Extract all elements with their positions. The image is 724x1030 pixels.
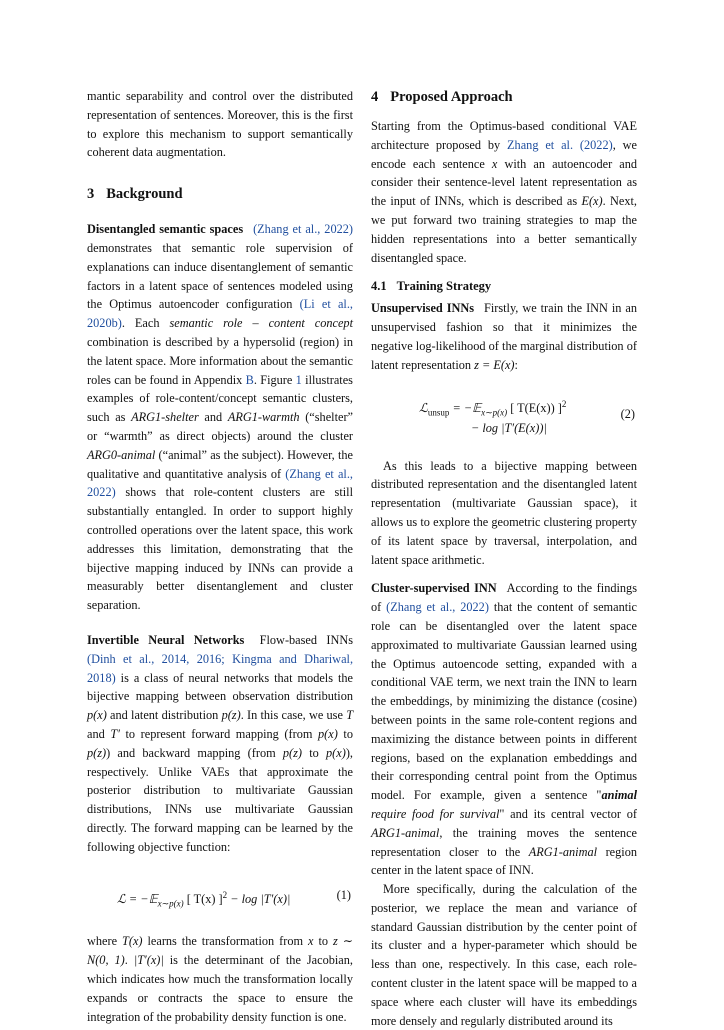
equation-2: ℒ$_{unsup}$ = −𝔼$_{x\sim p(x)}$ [ T(E(x)) ]$^2$ − log |T′(E(x))| (2) [419,398,635,435]
section-3-title: 3 Background [87,186,183,203]
paragraph-after-equation-2: As this leads to a bijective mapping between distributed representation and the disentangled latent representation (multivariate Gaussian space), it allows us to explore the geometric clustering property of its latent space by traversal, interpolation, and latent space arithmetic. [371,458,637,567]
right-column [371,87,637,1030]
equation-1: ℒ = −𝔼$_{x\sim p(x)}$ [ T(x) ]$^2$ − log |T′(x)| (1) [117,888,351,910]
citation-link[interactable]: (Dinh et al., 2014, 2016; [87,651,225,666]
paragraph-heading: Invertible Neural Networks [87,632,245,647]
paragraph-heading: Disentangled semantic spaces [87,222,244,237]
citation-link[interactable]: (Zhang et al., 2022) [253,222,353,237]
subsection-4-1-title: 4.1 Training Strategy [371,279,492,294]
paragraph-cluster-supervised-inn: Cluster-supervised INN According to the findings of (Zhang et al., 2022) that the content of semantic role can be disentangled over the latent space approximated to multivariate Gaussian learned using the Optimus autoencode setting, expanded with a conditional VAE term, we next train the INN to learn the embeddings, by minimizing the distance (cosine) between points in the same role-content regions and maximizing the distance between points in different regions, based on the explanation embeddings and their corresponding central point from the Optimus model. For example, given a sentence "animal require food for survival" and its central vector of ARG1-animal, the training moves the sentence representation closer to the ARG1-animal region center in the latent space of INN. [371,581,638,878]
paragraph-unsupervised-inns: Unsupervised INNs Firstly, we train the INN in an unsupervised fashion so that it minimizes the negative log-likelihood of the marginal distribution of latent representation z = E(x): [371,301,637,372]
intro-continuation: mantic separability and control over the distributed representation of sentences. Moreover, this is the first to explore this mechanism to support semantically coherent data augmentation. [87,89,353,160]
citation-link[interactable]: Zhang et al. (2022) [507,137,613,152]
left-column [87,87,353,1026]
figure-link[interactable]: 1 [295,372,302,387]
citation-link[interactable]: (Li et al., 2020b) [87,297,353,331]
paragraph-disentangled-semantic-spaces: Disentangled semantic spaces (Zhang et al., 2022) demonstrates that semantic role supervision of explanations can induce disentanglement of semantic factors in a latent space of sentences modeled using the Optimus autoencoder configuration (Li et al., 2020b). Each semantic role – content concept combination is described by a hypersolid (region) in the latent space. More information about the semantic roles can be found in Appendix B. Figure 1 illustrates examples of role-content/concept semantic clusters, such as ARG1-shelter and ARG1-warmth (“shelter” or “warmth” as direct objects) around the cluster ARG0-animal (“animal” as the subject). However, the qualitative and quantitative analysis of (Zhang et al., 2022) shows that role-content clusters are still substantially entangled. In order to support highly controlled operations over the latent space, this work addresses this limitation, demonstrating that the bijective mapping induced by INNs can provide a measurably better disentanglement and cluster separation. [87,222,354,613]
paragraph-more-specifically: More specifically, during the calculation of the posterior, we replace the mean and variance of standard Gaussian distribution by the center point of its cluster and a hyper-parameter which should be less than one, respectively. In this case, each role-content cluster in the latent space will be mapped to a space where each cluster will have its embeddings more densely and regularly distributed around its [371,882,637,1028]
paragraph-heading: Cluster-supervised INN [371,581,497,596]
section-4-title: 4 Proposed Approach [371,89,513,105]
equation-number: (1) [336,888,351,903]
paragraph-invertible-neural-networks: Invertible Neural Networks Flow-based INNs (Dinh et al., 2014, 2016; Kingma and Dhariwal, 2018) is a class of neural networks that models the bijective mapping between observation distribution p(x) and latent distribution p(z). In this case, we use T and T′ to represent forward mapping (from p(x) to p(z)) and backward mapping (from p(z) to p(x)), respectively. Unlike VAEs that approximate the posterior distribution to multivariate Gaussian distributions, INNs use multivariate Gaussian directly. The forward mapping can be learned by the following objective function: [87,632,354,854]
citation-link[interactable]: (Zhang et al., 2022) [87,466,353,500]
equation-number: (2) [620,406,635,421]
appendix-link[interactable]: B [245,372,254,387]
citation-link[interactable]: (Zhang et al., 2022) [386,600,489,615]
paragraph-proposed-approach-intro: Starting from the Optimus-based conditional VAE architecture proposed by Zhang et al. (2022), we encode each sentence x with an autoencoder and consider their sentence-level latent representation as the input of INNs, which is described as E(x). Next, we put forward two training strategies to map the hidden representations into a better semantically disentangled space. [371,119,637,265]
citation-link[interactable]: Kingma and Dhariwal, 2018) [87,651,354,685]
paragraph-heading: Unsupervised INNs [371,301,475,316]
paragraph-after-equation-1: where T(x) learns the transformation from x to z ∼ N(0, 1). |T′(x)| is the determinant of the Jacobian, which indicates how much the transformation locally expands or contracts the space to ensure the integration of the probability density function is one. [87,934,354,1024]
